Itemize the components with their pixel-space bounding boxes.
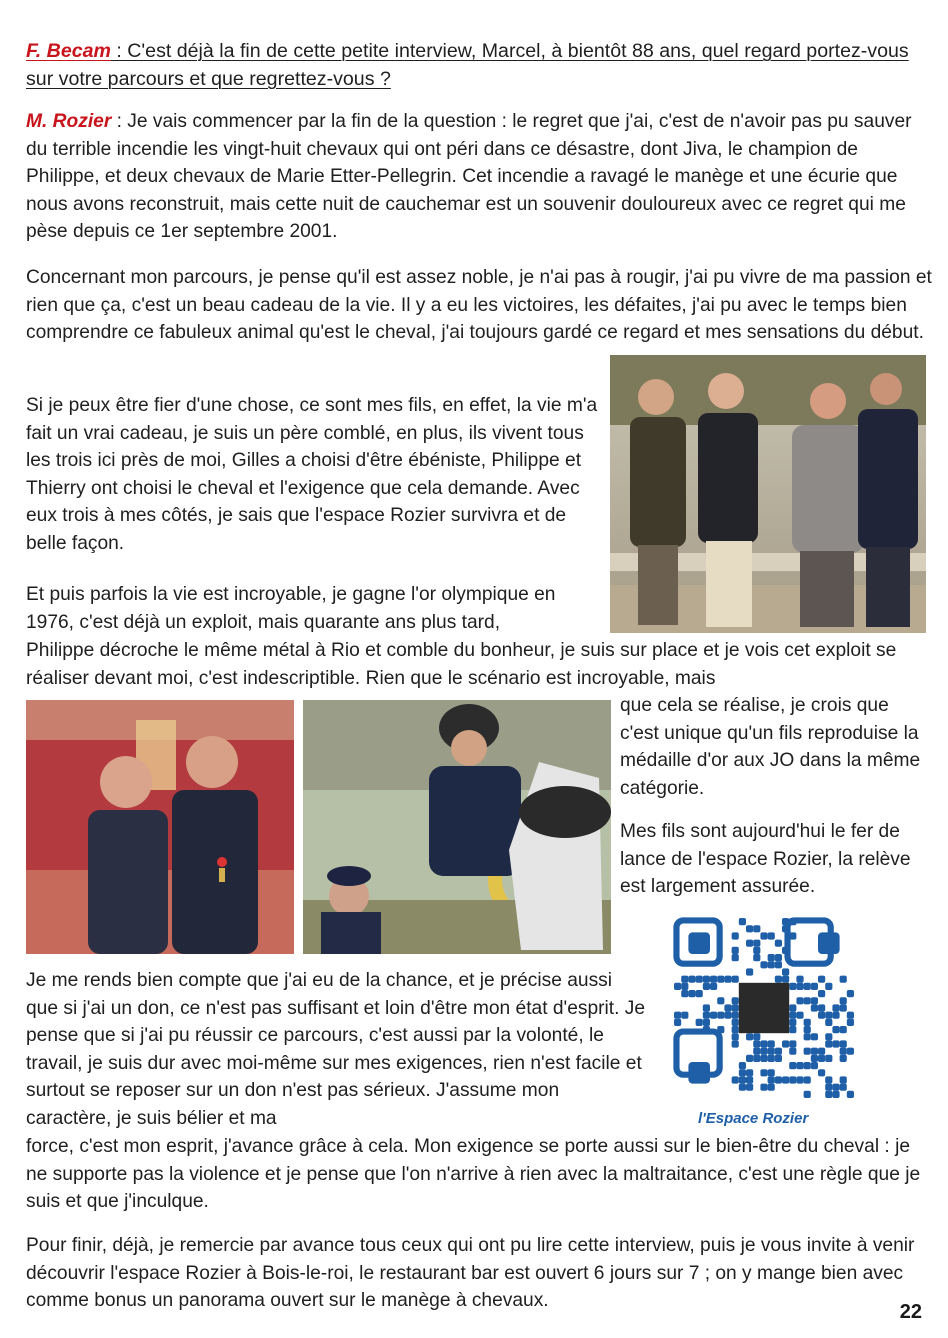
answer-paragraph-4b: Philippe décroche le même métal à Rio et comble du bonheur, je suis sur place et je vois cet exploit se réaliser devant moi, c'est indescriptible. Rien que le scénario est incroyable, mais [26,640,897,689]
answer-paragraph-1 [26,108,914,246]
answer-paragraph-6b: force, c'est mon esprit, j'avance grâce à cela. Mon exigence se porte aussi sur le bien-être du cheval : je ne supporte pas la violence et je pense que l'on n'arrive à rien avec la maltraitance, c'est une règle que je suis et que j'inculque. [26,1136,921,1213]
answer-paragraph-7: Pour finir, déjà, je remercie par avance tous ceux qui ont pu lire cette interview, puis je vous invite à venir découvrir l'espace Rozier à Bois-le-roi, le restaurant bar est ouvert 6 jours sur 7 ; on y mange bien avec comme bonus un panorama ouvert sur le manège à chevaux. [26,1235,915,1312]
answer-paragraph-4a: Et puis parfois la vie est incroyable, je gagne l'or olympique en 1976, c'est déjà un exploit, mais quarante ans plus tard, [26,584,556,633]
answer-paragraph-2: Concernant mon parcours, je pense qu'il est assez noble, je n'ai pas à rougir, j'ai pu vivre de ma passion et rien que ça, c'est un beau cadeau de la vie. Il y a eu les victoires, les défaites, j'ai pu avec le temps bien comprendre ce fabuleux animal qu'est le cheval, j'ai toujours gardé ce regard et mes sensations du début. [26,267,932,344]
answer-paragraph-4c: que cela se réalise, je crois que c'est unique qu'un fils reproduise la médaille d'or aux JO dans la même catégorie. [620,695,921,799]
qr-label: l'Espace Rozier [698,1110,809,1127]
photo-rider-horse [303,700,611,954]
answer-text-1: : Je vais commencer par la fin de la question : le regret que j'ai, c'est de n'avoir pas pu sauver du terrible incendie les vingt-huit chevaux qui ont péri dans ce désastre, dont Jiva, le champion de Philippe, et deux chevaux de Marie Etter-Pellegrin. Cet incendie a ravagé le manège et une écurie que nous avons reconstruit, mais cette nuit de cauchemar est un souvenir douloureux avec ce regret qui me pèse depuis ce 1er septembre 2001. [26,111,912,243]
question-paragraph [26,38,910,93]
answer-paragraph-5: Mes fils sont aujourd'hui le fer de lance de l'espace Rozier, la relève est largement assurée. [620,821,911,898]
qr-code[interactable] [666,910,862,1110]
page-number: 22 [899,1301,922,1323]
photo-medal-ceremony [26,700,294,954]
answer-speaker: M. Rozier [26,111,112,132]
answer-paragraph-6a: Je me rends bien compte que j'ai eu de la chance, et je précise aussi que si j'ai un don, ce n'est pas suffisant et loin d'être mon état d'esprit. Je pense que si j'ai pu réussir ce parcours, c'est aussi par la volonté, le travail, je suis dur avec moi-même sur mes exigences, rien n'est facile et surtout se reposer sur un don n'est pas sérieux. J'assume mon caractère, je suis bélier et ma [26,970,646,1129]
question-speaker: F. Becam [26,40,111,62]
question-text: : C'est déjà la fin de cette petite interview, Marcel, à bientôt 88 ans, quel regard portez-vous sur votre parcours et que regrettez-vous ? [26,40,909,90]
photo-rozier-family [610,355,926,633]
answer-paragraph-3: Si je peux être fier d'une chose, ce sont mes fils, en effet, la vie m'a fait un vrai cadeau, je suis un père comblé, en plus, ils vivent tous les trois ici près de moi, Gilles a choisi d'être ébéniste, Philippe et Thierry ont choisi le cheval et l'exigence que cela demande. Avec eux trois à mes côtés, je sais que l'espace Rozier survivra et de belle façon. [26,395,598,554]
